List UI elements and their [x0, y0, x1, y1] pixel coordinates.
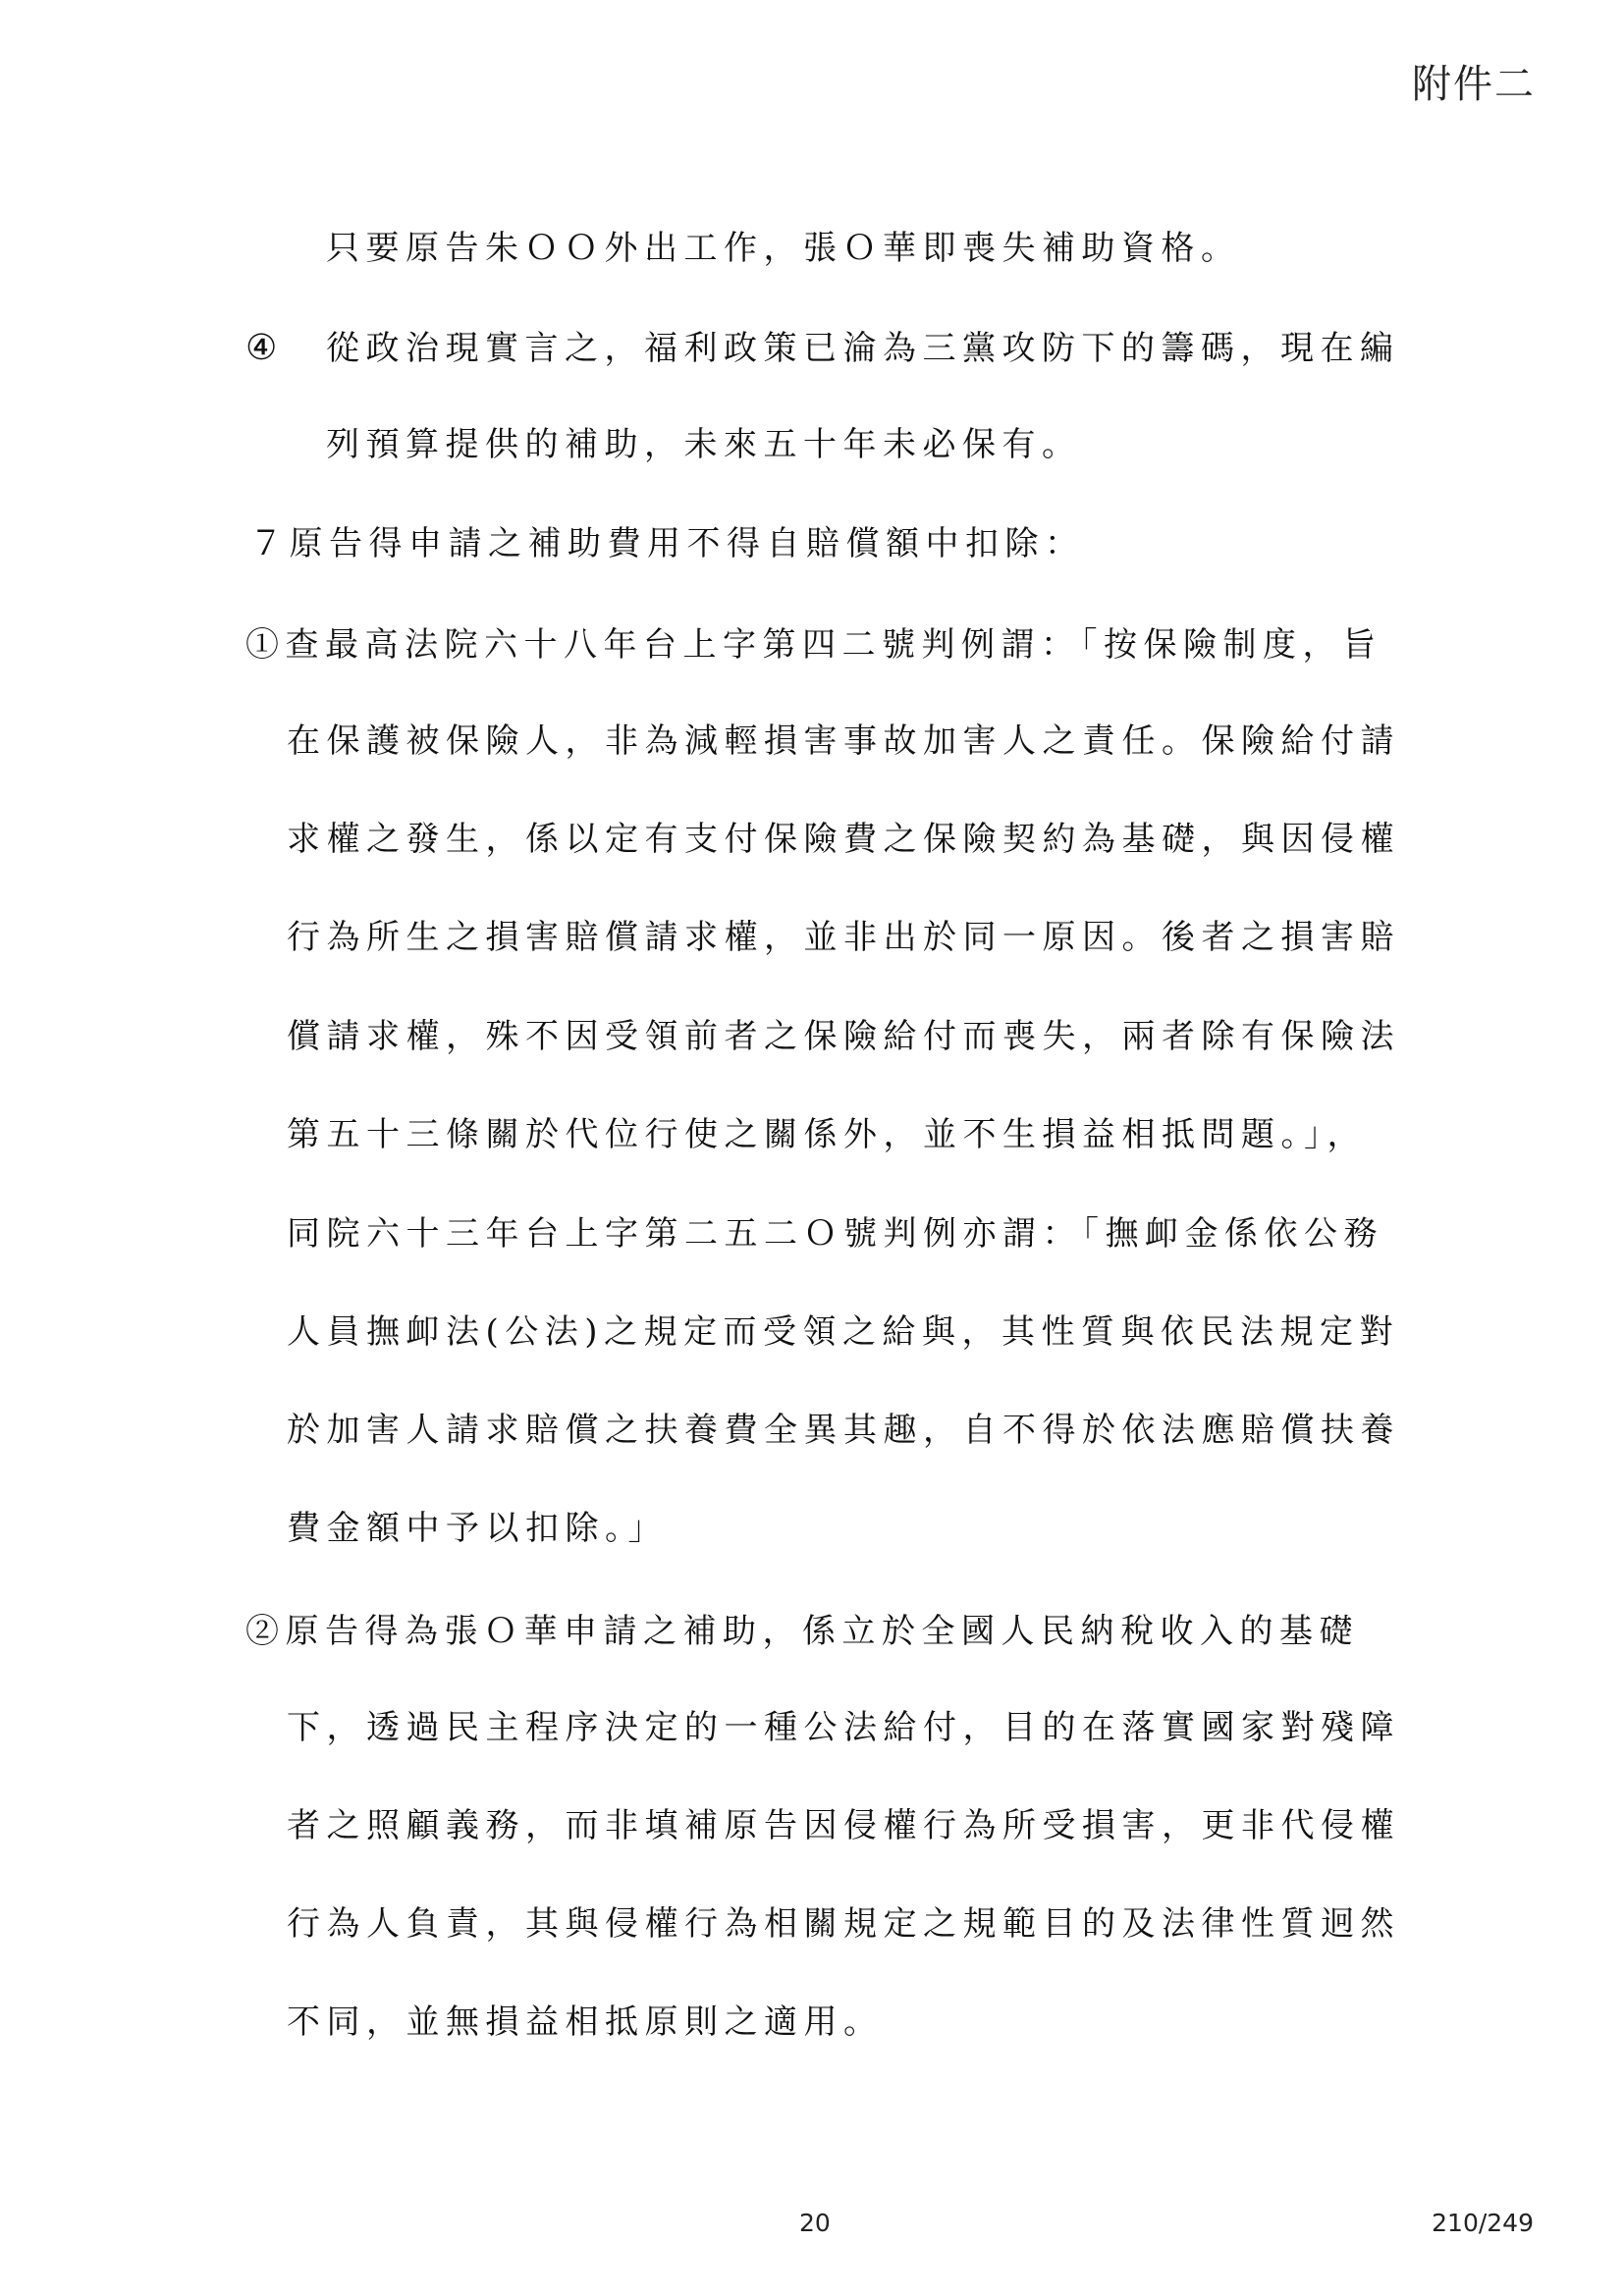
text-line-19: 不同，並無損益相抵原則之適用。	[287, 2002, 884, 2042]
text-line-7: 求權之發生，係以定有支付保險費之保險契約為基礎，與因侵權	[287, 820, 1400, 859]
text-line-9: 償請求權，殊不因受領前者之保險給付而喪失，兩者除有保險法	[287, 1017, 1400, 1056]
text-line-11: 同院六十三年台上字第二五二Ｏ號判例亦謂：「撫卹金係依公務	[287, 1214, 1383, 1254]
text-line-13: 於加害人請求賠償之扶養費全異其趣，自不得於依法應賠償扶養	[287, 1411, 1400, 1450]
attachment-label: 附件二	[1412, 62, 1536, 107]
text-line-16: 下，透過民主程序決定的一種公法給付，目的在落實國家對殘障	[287, 1708, 1400, 1747]
text-line-2: 從政治現實言之，福利政策已淪為三黨攻防下的籌碼，現在編	[326, 329, 1400, 368]
text-line-1: 只要原告朱ＯＯ外出工作，張Ｏ華即喪失補助資格。	[326, 229, 1241, 268]
text-line-15: ②原告得為張Ｏ華申請之補助，係立於全國人民納稅收入的基礎	[245, 1612, 1359, 1651]
page-count: 210/249	[1432, 2209, 1534, 2237]
page-number: 20	[799, 2209, 831, 2237]
text-line-17: 者之照顧義務，而非填補原告因侵權行為所受損害，更非代侵權	[287, 1806, 1400, 1845]
text-line-10: 第五十三條關於代位行使之關係外，並不生損益相抵問題。」，	[287, 1115, 1367, 1154]
text-line-14: 費金額中予以扣除。」	[287, 1509, 668, 1548]
section-7-heading: ７原告得申請之補助費用不得自賠償額中扣除：	[249, 524, 1085, 563]
text-line-6: 在保護被保險人，非為減輕損害事故加害人之責任。保險給付請	[287, 721, 1400, 761]
text-line-8: 行為所生之損害賠償請求權，並非出於同一原因。後者之損害賠	[287, 918, 1400, 957]
text-line-12: 人員撫卹法(公法)之規定而受領之給與，其性質與依民法規定對	[287, 1312, 1400, 1352]
item-4-marker: ④	[245, 328, 278, 368]
text-line-3: 列預算提供的補助，未來五十年未必保有。	[326, 425, 1082, 464]
text-line-5: ①查最高法院六十八年台上字第四二號判例謂：「按保險制度，旨	[245, 625, 1382, 665]
text-line-18: 行為人負責，其與侵權行為相關規定之規範目的及法律性質迥然	[287, 1904, 1400, 1944]
